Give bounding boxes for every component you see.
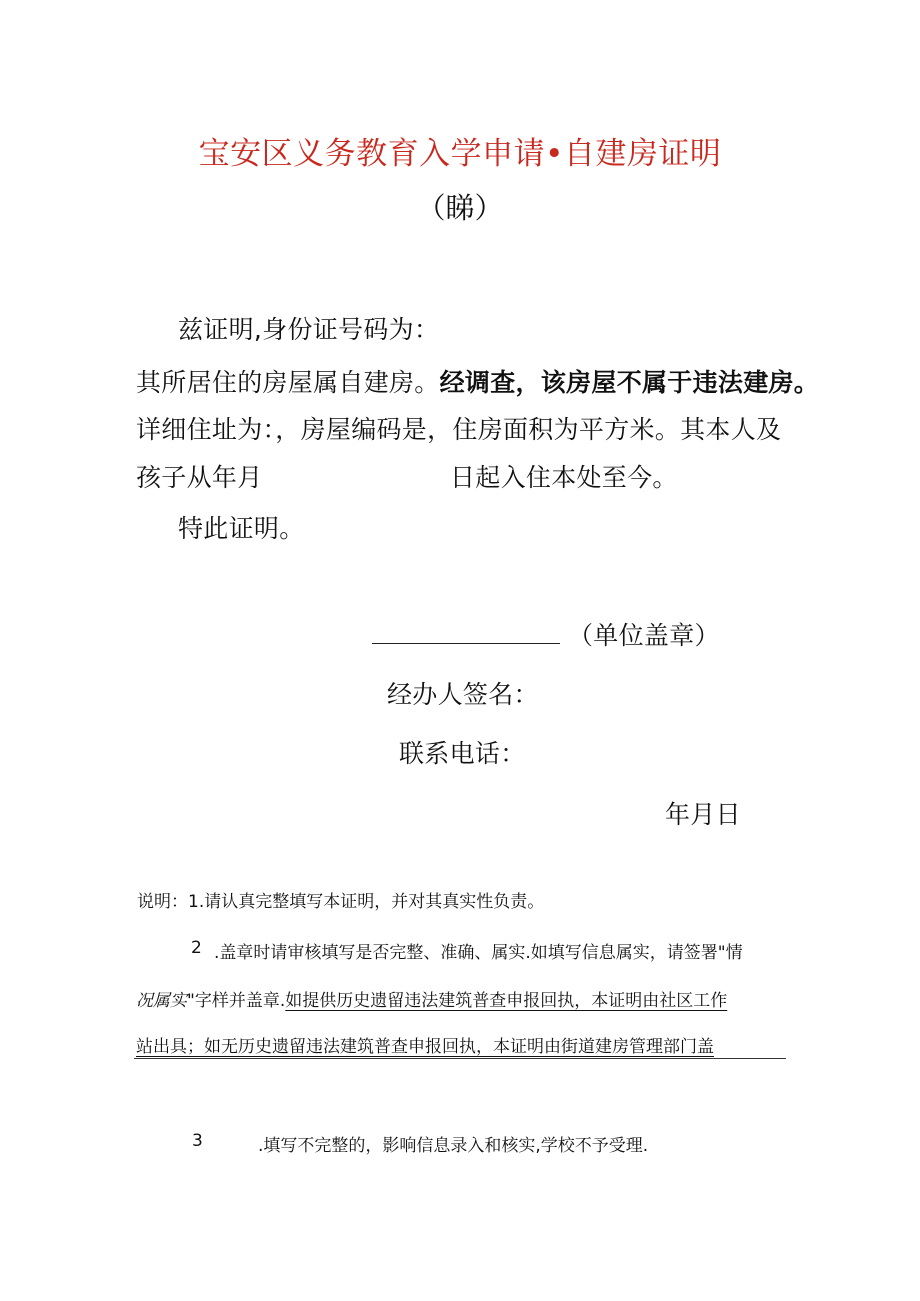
move-in-date-part2: 日起入住本处至今。 <box>450 463 678 492</box>
note-2-number: 2 <box>191 938 202 958</box>
note-3-number: 3 <box>192 1131 203 1151</box>
investigation-statement: 经调查，该房屋不属于违法建房。 <box>439 368 820 397</box>
note-1: 说明：1.请认真完整填写本证明，并对其真实性负责。 <box>137 892 545 912</box>
note-2-italic-phrase: 况属实" <box>136 991 195 1011</box>
unit-seal-row <box>372 616 720 652</box>
contact-phone-label: 联系电话： <box>399 739 526 768</box>
date-label: 年月日 <box>665 800 741 829</box>
note-2-line2 <box>136 986 727 1011</box>
unit-seal-label: （单位盖章） <box>568 621 720 650</box>
note-2-underlined-1: 如提供历史遗留违法建筑普查申报回执，本证明由社区工作 <box>285 991 728 1011</box>
document-title: 宝安区义务教育入学申请•自建房证明 <box>198 136 722 172</box>
note-2-line3: 站出具；如无历史遗留违法建筑普查申报回执，本证明由街道建房管理部门盖 <box>136 1037 714 1057</box>
certify-closing: 特此证明。 <box>178 514 305 543</box>
note-2-cont: 字样并盖章. <box>194 991 286 1011</box>
handler-signature-label: 经办人签名： <box>387 680 539 709</box>
residence-statement: 其所居住的房屋属自建房。 <box>136 368 440 397</box>
certify-id-line: 兹证明,身份证号码为： <box>178 315 440 344</box>
document-subtitle: （睇） <box>416 191 504 225</box>
note-3-text: .填写不完整的，影响信息录入和核实,学校不予受理. <box>258 1136 649 1156</box>
residence-line <box>136 363 819 399</box>
divider-line <box>134 1058 786 1059</box>
seal-signature-line[interactable] <box>372 619 560 644</box>
address-line: 详细住址为：，房屋编码是，住房面积为平方米。其本人及 <box>136 415 782 444</box>
note-2-line1: .盖章时请审核填写是否完整、准确、属实.如填写信息属实，请签署"情 <box>214 943 743 963</box>
move-in-date-part1: 孩子从年月 <box>136 463 263 492</box>
